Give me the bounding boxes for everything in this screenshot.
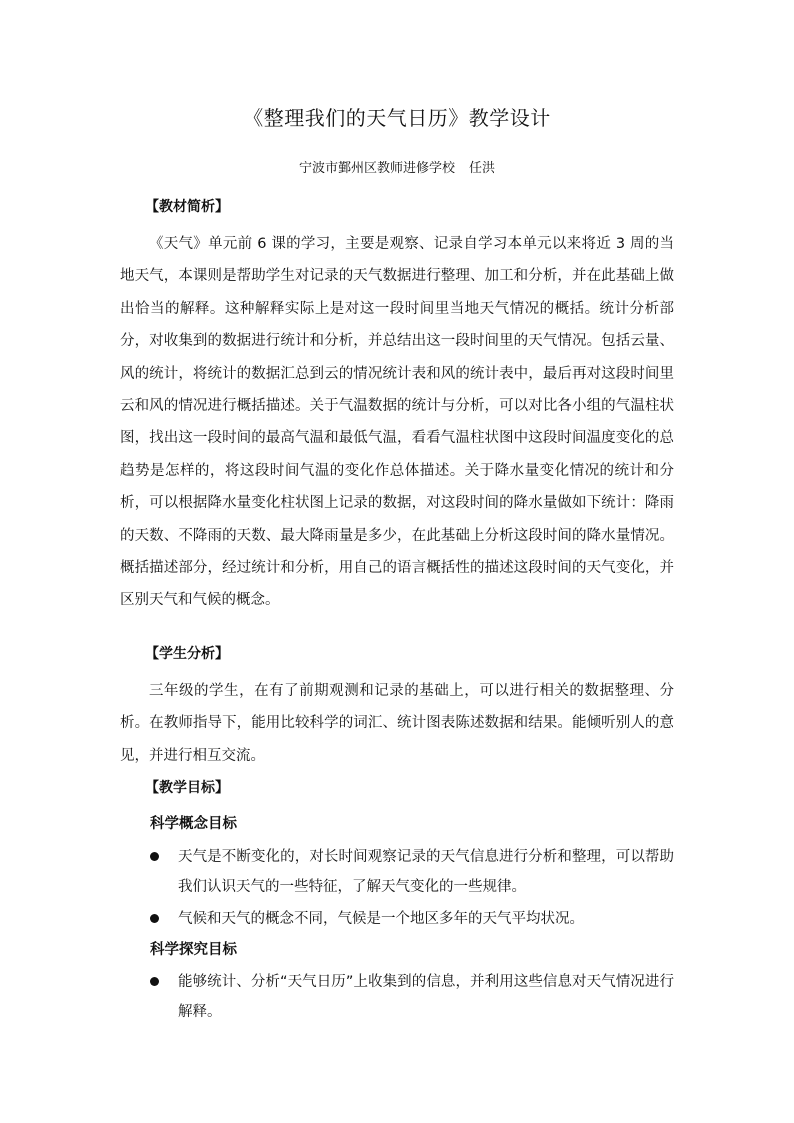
concept-goal-text: 气候和天气的概念不同，气候是一个地区多年的天气平均状况。	[178, 911, 584, 927]
bullet-icon	[150, 852, 159, 861]
inquiry-goals-heading: 科学探究目标	[150, 942, 237, 958]
author-org: 宁波市鄞州区教师进修学校	[298, 161, 455, 176]
section-heading-goals: 【教学目标】	[145, 780, 229, 796]
bullet-icon	[150, 914, 159, 923]
material-analysis-paragraph: 《天气》单元前 6 课的学习，主要是观察、记录自学习本单元以来将近 3 周的当地天气，本课则是帮助学生对记录的天气数据进行整理、加工和分析，并在此基础上做出恰当的解释。这种解释实际上是对这一段时间里当地天气情况的概括。统计分析部分，对收集到的数据进行统计和分析，并总结出这一段时间里的天气情况。包括云量、风的统计，将统计的数据汇总到云的情况统计表和风的统计表中，最后再对这段时间里云和风的情况进行概括描述。关于气温数据的统计与分析，可以对比各小组的气温柱状图，找出这一段时间的最高气温和最低气温，看看气温柱状图中这段时间温度变化的总趋势是怎样的，将这段时间气温的变化作总体描述。关于降水量变化情况的统计和分析，可以根据降水量变化柱状图上记录的数据，对这段时间的降水量做如下统计：降雨的天数、不降雨的天数、最大降雨量是多少，在此基础上分析这段时间的降水量情况。概括描述部分，经过统计和分析，用自己的语言概括性的描述这段时间的天气变化，并区别天气和气候的概念。	[120, 236, 674, 609]
section-heading-material: 【教材简析】	[145, 199, 229, 215]
author-name: 任洪	[469, 161, 496, 176]
author-line	[0, 160, 794, 178]
document-title: 《整理我们的天气日历》教学设计	[243, 106, 551, 130]
concept-goal-item	[150, 904, 674, 934]
inquiry-goal-text: 能够统计、分析“天气日历”上收集到的信息，并利用这些信息对天气情况进行解释。	[178, 974, 674, 1020]
concept-goal-text: 天气是不断变化的，对长时间观察记录的天气信息进行分析和整理，可以帮助我们认识天气的一些特征，了解天气变化的一些规律。	[178, 849, 674, 895]
student-analysis-paragraph: 三年级的学生，在有了前期观测和记录的基础上，可以进行相关的数据整理、分析。在教师指导下，能用比较科学的词汇、统计图表陈述数据和结果。能倾听别人的意见，并进行相互交流。	[120, 683, 674, 764]
concept-goal-item	[150, 842, 674, 902]
section-heading-student: 【学生分析】	[145, 646, 229, 662]
concept-goals-heading: 科学概念目标	[150, 816, 237, 832]
bullet-icon	[150, 977, 159, 986]
inquiry-goal-item	[150, 967, 674, 1027]
